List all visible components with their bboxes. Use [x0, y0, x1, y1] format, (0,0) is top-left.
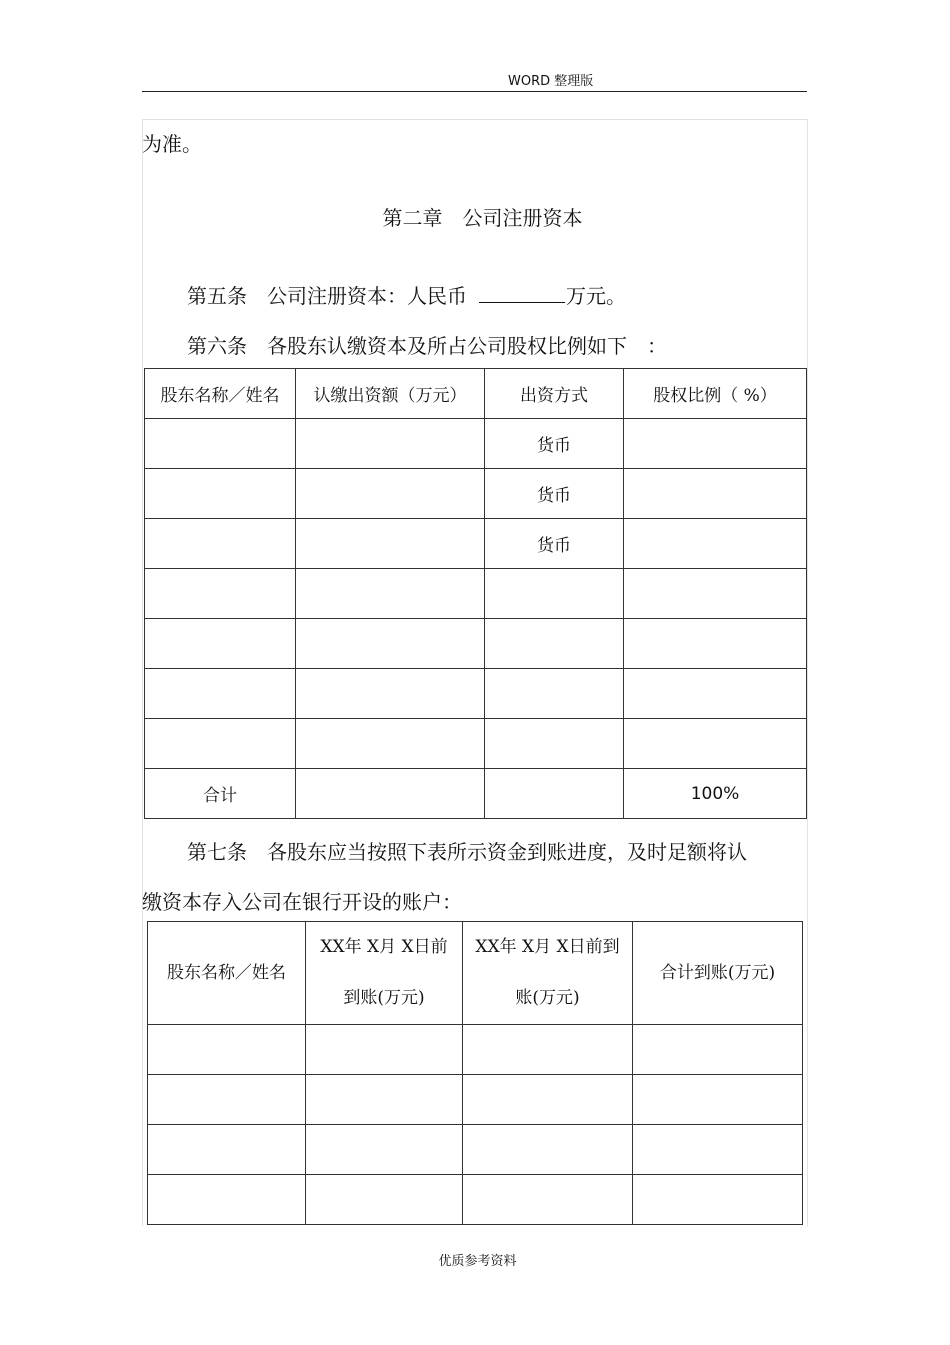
table2-cell[interactable] [463, 1175, 633, 1225]
table2-cell[interactable] [306, 1075, 463, 1125]
table1-cell[interactable] [145, 569, 296, 619]
article-7-line1: 第七条 各股东应当按照下表所示资金到账进度，及时足额将认 [187, 840, 747, 864]
table1-cell[interactable] [624, 719, 807, 769]
table2-cell[interactable] [306, 1025, 463, 1075]
table1-cell[interactable] [624, 669, 807, 719]
registered-capital-blank[interactable] [479, 284, 565, 303]
table1-cell[interactable] [624, 519, 807, 569]
table1-cell[interactable] [485, 569, 624, 619]
page-footer: 优质参考资料 [438, 1254, 517, 1269]
table2-cell[interactable] [148, 1025, 306, 1075]
table1-cell[interactable] [624, 469, 807, 519]
table2-cell[interactable] [306, 1125, 463, 1175]
table1-cell[interactable] [296, 569, 485, 619]
table2-header-cell [463, 922, 633, 1025]
table2-header-cell [148, 922, 306, 1025]
table1-cell[interactable] [296, 719, 485, 769]
table1-cell[interactable] [296, 669, 485, 719]
table1-cell[interactable] [145, 619, 296, 669]
table1-cell[interactable] [145, 469, 296, 519]
table1-cell: 货币 [485, 519, 624, 569]
table1-cell[interactable] [296, 769, 485, 819]
table2-cell[interactable] [148, 1075, 306, 1125]
table2-header-cell [633, 922, 803, 1025]
table1-cell: 货币 [485, 469, 624, 519]
table1-cell[interactable] [296, 519, 485, 569]
table1-cell[interactable] [296, 469, 485, 519]
table1-row [145, 419, 807, 469]
table2-cell[interactable] [463, 1125, 633, 1175]
table2-cell[interactable] [633, 1125, 803, 1175]
chapter-title: 第二章 公司注册资本 [382, 206, 583, 230]
table2-cell[interactable] [463, 1075, 633, 1125]
table2-cell[interactable] [633, 1075, 803, 1125]
table1-row [145, 619, 807, 669]
article-5 [187, 280, 626, 309]
table1-cell[interactable] [624, 569, 807, 619]
table2-cell[interactable] [306, 1175, 463, 1225]
table2-cell[interactable] [633, 1025, 803, 1075]
table2-row [148, 1175, 803, 1225]
table1-cell[interactable] [145, 669, 296, 719]
table1-cell[interactable] [296, 619, 485, 669]
table1-header-cell: 股权比例（ %） [624, 369, 807, 419]
funding-schedule-table [147, 921, 803, 1225]
table1-cell[interactable] [485, 619, 624, 669]
table1-cell[interactable] [145, 519, 296, 569]
table1-header-cell: 出资方式 [485, 369, 624, 419]
table2-header-line: XX年 X月 X日前 [320, 937, 448, 957]
table1-row [145, 519, 807, 569]
table1-cell[interactable] [145, 419, 296, 469]
table2-row [148, 1125, 803, 1175]
table2-header-cell [306, 922, 463, 1025]
table1-total-row [145, 769, 807, 819]
table1-cell: 货币 [485, 419, 624, 469]
table2-cell[interactable] [148, 1125, 306, 1175]
table1-row [145, 469, 807, 519]
table1-row [145, 669, 807, 719]
table1-cell: 100% [624, 769, 807, 819]
article-5-unit: 万元。 [566, 284, 626, 308]
table1-cell[interactable] [296, 419, 485, 469]
table1-cell[interactable] [145, 719, 296, 769]
previous-paragraph-end: 为准。 [142, 132, 202, 156]
article-6: 第六条 各股东认缴资本及所占公司股权比例如下 ： [187, 334, 667, 358]
table2-row [148, 1075, 803, 1125]
article-7-line2: 缴资本存入公司在银行开设的账户： [142, 890, 462, 914]
table2-row [148, 1025, 803, 1075]
table2-header-line: 到账(万元) [343, 988, 425, 1008]
table2-cell[interactable] [148, 1175, 306, 1225]
table2-header-line: 账(万元) [515, 988, 580, 1008]
table2-header-line: XX年 X月 X日前到 [475, 937, 620, 957]
table2-header-row [148, 922, 803, 1025]
table1-cell[interactable] [624, 619, 807, 669]
table1-cell[interactable] [624, 419, 807, 469]
table1-row [145, 719, 807, 769]
table2-cell[interactable] [463, 1025, 633, 1075]
table1-cell[interactable] [485, 669, 624, 719]
table1-cell[interactable] [485, 769, 624, 819]
table1-cell[interactable] [485, 719, 624, 769]
table1-header-cell: 认缴出资额（万元） [296, 369, 485, 419]
shareholding-table [144, 368, 807, 819]
header-rule [142, 91, 807, 92]
table1-header-row [145, 369, 807, 419]
article-5-text: 第五条 公司注册资本：人民币 [187, 284, 467, 308]
table1-row [145, 569, 807, 619]
table2-header-line: 股东名称／姓名 [167, 962, 286, 983]
table1-header-cell: 股东名称／姓名 [145, 369, 296, 419]
page-header: WORD 整理版 [508, 74, 594, 89]
table2-cell[interactable] [633, 1175, 803, 1225]
table1-cell: 合计 [145, 769, 296, 819]
table2-header-line: 合计到账(万元) [659, 962, 776, 983]
